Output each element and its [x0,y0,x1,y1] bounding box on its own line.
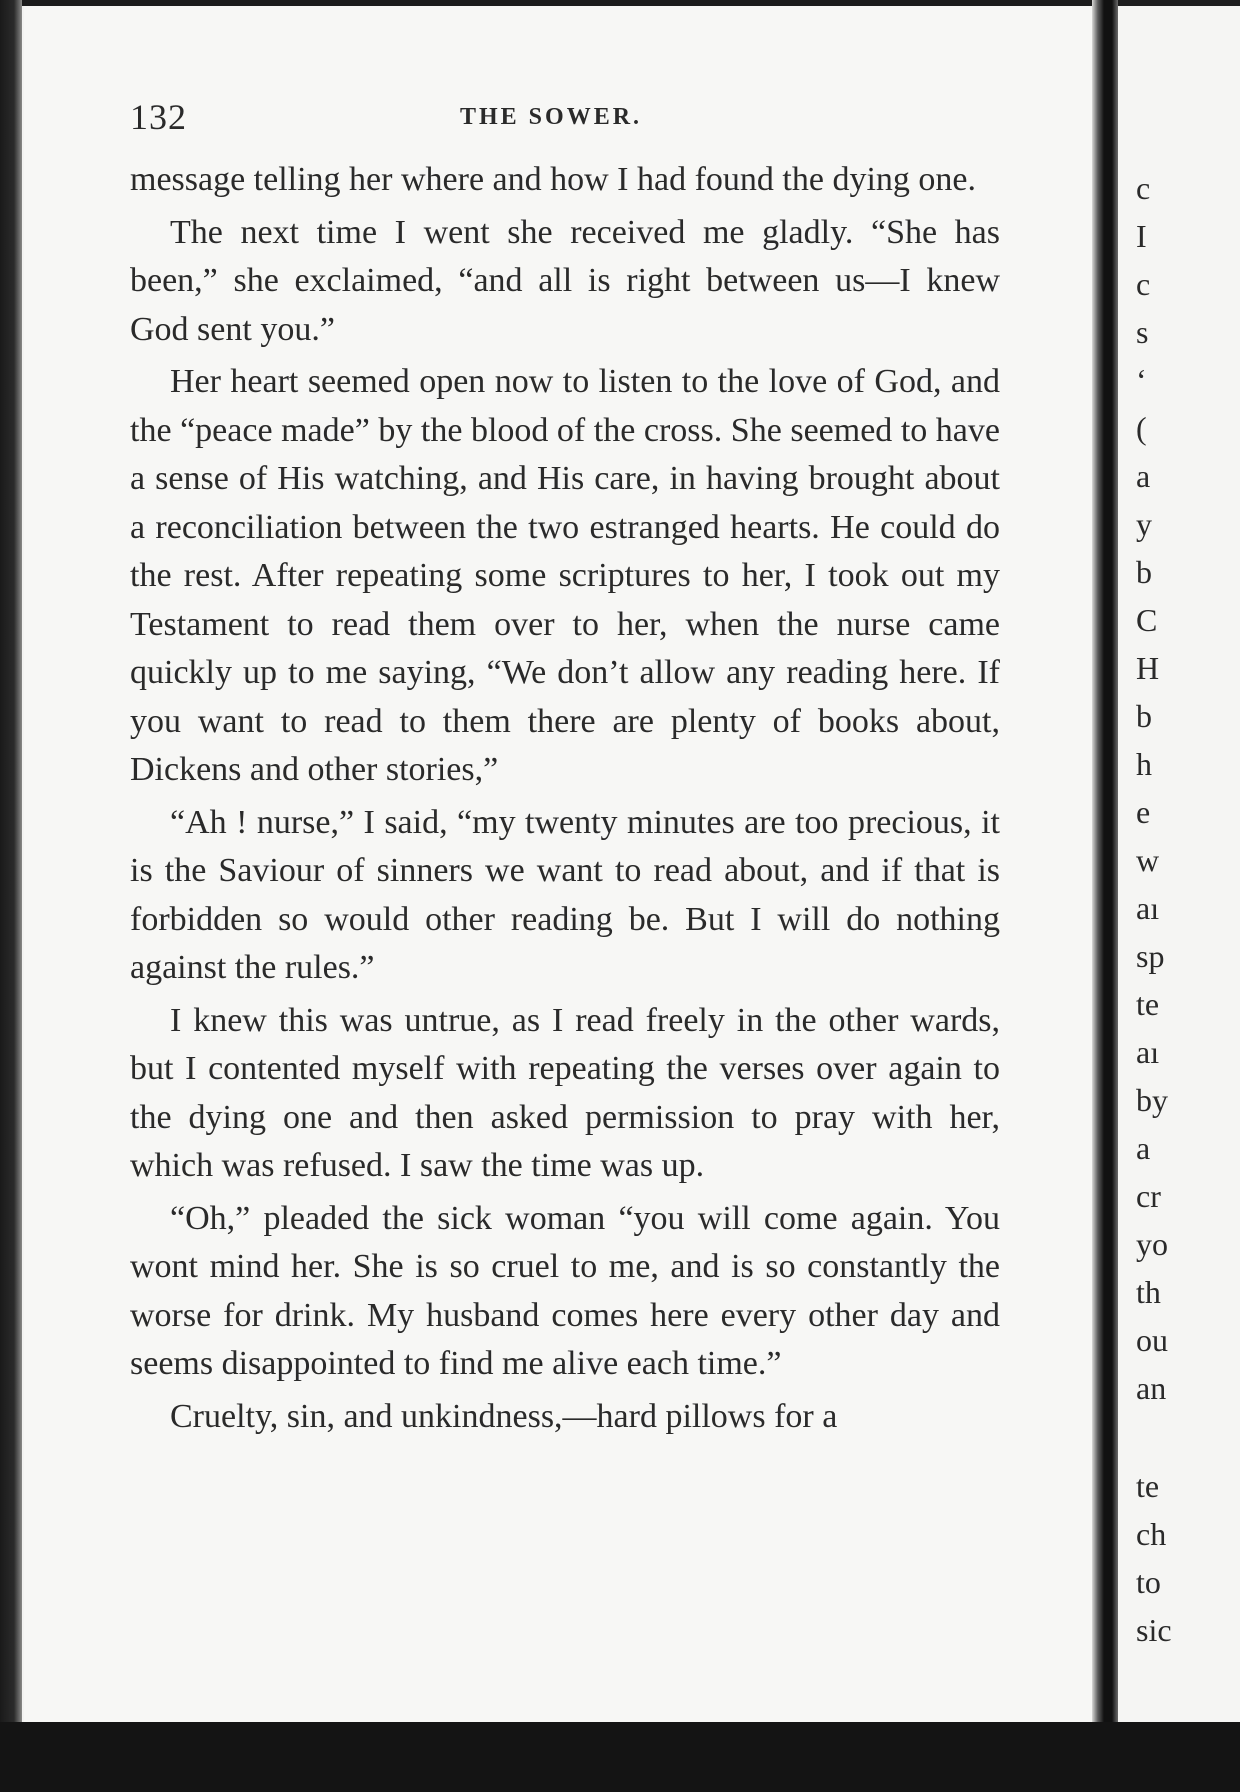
right-page-fragment: C [1136,602,1158,638]
paragraph: “Oh,” pleaded the sick woman “you will come again. You wont mind her. She is so cruel to me, and is so constantly the worse for drink. My husband comes here every other day and seems disappointed to find me alive each time.” [130,1199,1000,1382]
right-page-fragment: yo [1136,1226,1168,1262]
right-page-fragment: I [1136,218,1147,254]
right-page-edge [1118,10,1240,1722]
right-page-fragment: by [1136,1082,1168,1118]
paragraph: Her heart seemed open now to listen to the love of God, and the “peace made” by the blood of the cross. She seemed to have a sense of His watching, and His care, in having brought about a reconciliation between the two estranged hearts. He could do the rest. After repeating some scriptures to her, I took out my Testament to read them over to her, when the nurse came quickly up to me saying, “We don’t allow any reading here. If you want to read to them there are plenty of books about, Dickens and other stories,” [130,363,1000,788]
right-page-fragment: th [1136,1274,1161,1310]
right-page-fragment: c [1136,266,1151,302]
right-page-fragment: a [1136,458,1151,494]
running-head: THE SOWER. [460,104,643,130]
page-header [130,96,1010,144]
right-page-fragment: aı [1136,1034,1160,1070]
right-page-fragment: aı [1136,890,1160,926]
right-page-fragment: b [1136,698,1152,734]
right-page-fragment: b [1136,554,1152,590]
right-page-fragment: sp [1136,938,1165,974]
paragraph: I knew this was untrue, as I read freely in the other wards, but I contented myself with repeating the verses over again to the dying one and then asked permission to pray with her, which was refused. I saw the time was up. [130,1001,1000,1184]
paragraph: Cruelty, sin, and unkindness,—hard pillows for a [170,1397,838,1435]
right-page-fragment: ou [1136,1322,1168,1358]
paragraph: “Ah ! nurse,” I said, “my twenty minutes are too precious, it is the Saviour of sinners we want to read about, and if that is forbidden so would other reading be. But I will do nothing against the rules.” [130,803,1000,986]
right-page-fragment: cr [1136,1178,1161,1214]
right-page-fragment: an [1136,1370,1167,1406]
right-page-fragment: te [1136,1468,1160,1504]
scan-edge-bottom [0,1722,1240,1792]
body-text [130,156,1000,1445]
right-page-fragment: c [1136,170,1151,206]
right-page-fragment: to [1136,1564,1161,1600]
right-page-fragment: s [1136,314,1149,350]
right-page-fragment: e [1136,794,1151,830]
book-gutter [1092,0,1118,1730]
page-number: 132 [130,97,187,137]
right-page-fragment: te [1136,986,1160,1022]
right-page-fragment: w [1136,842,1160,878]
right-page-fragment: y [1136,506,1152,542]
scan-edge-left [0,0,22,1792]
right-page-fragment: ( [1136,410,1147,446]
right-page-fragment: ‘ [1136,362,1147,398]
right-page-fragment: sic [1136,1612,1172,1648]
right-page-fragment: h [1136,746,1152,782]
paragraph: message telling her where and how I had found the dying one. [130,161,976,198]
paragraph: The next time I went she received me gladly. “She has been,” she exclaimed, “and all is right between us—I knew God sent you.” [130,213,1000,348]
right-page-fragment: H [1136,650,1160,686]
right-page-fragment: ch [1136,1516,1167,1552]
right-page-fragment: a [1136,1130,1151,1166]
